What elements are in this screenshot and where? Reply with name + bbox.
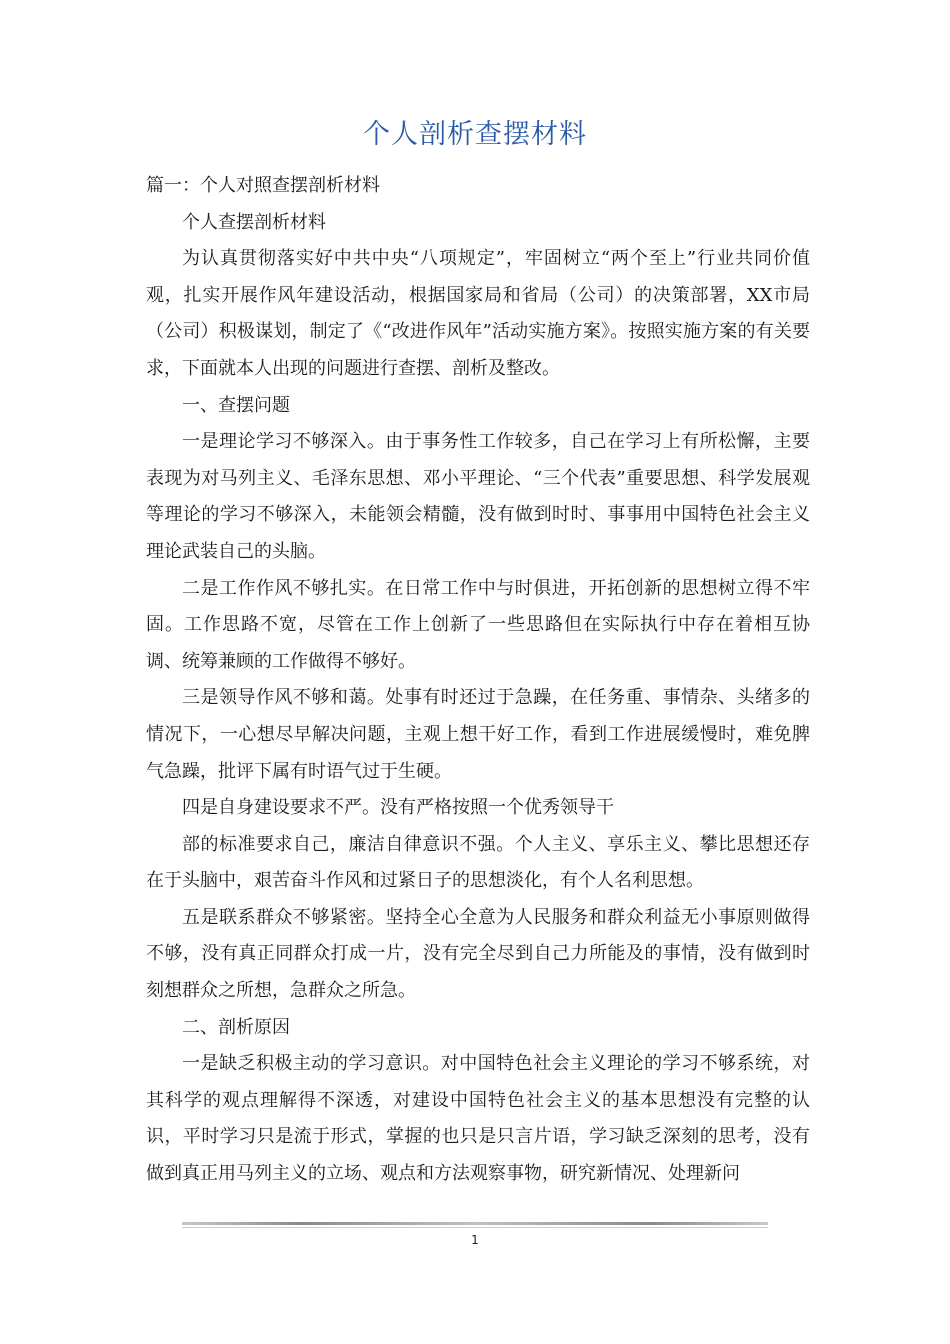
paragraph: 四是自身建设要求不严。没有严格按照一个优秀领导干 bbox=[182, 797, 614, 819]
paragraph: 一是理论学习不够深入。由于事务性工作较多，自己在学习上有所松懈，主要表现为对马列主义、毛泽东思想、邓小平理论、“三个代表”重要思想、科学发展观等理论的学习不够深入，未能领会精髓，没有做到时时、事事用中国特色社会主义理论武装自己的头脑。 bbox=[146, 431, 810, 562]
section-heading: 二、剖析原因 bbox=[182, 1016, 290, 1038]
paragraph: 二是工作作风不够扎实。在日常工作中与时俱进，开拓创新的思想树立得不牢固。工作思路不宽，尽管在工作上创新了一些思路但在实际执行中存在着相互协调、统筹兼顾的工作做得不够好。 bbox=[146, 577, 810, 672]
paragraph: 一是缺乏积极主动的学习意识。对中国特色社会主义理论的学习不够系统，对其科学的观点理解得不深透，对建设中国特色社会主义的基本思想没有完整的认识，平时学习只是流于形式，掌握的也只是只言片语，学习缺乏深刻的思考，没有做到真正用马列主义的立场、观点和方法观察事物，研究新情况、处理新问 bbox=[146, 1053, 810, 1185]
paragraph: 三是领导作风不够和蔼。处事有时还过于急躁，在任务重、事情杂、头绪多的情况下，一心想尽早解决问题，主观上想干好工作，看到工作进展缓慢时，难免脾气急躁，批评下属有时语气过于生硬。 bbox=[146, 687, 810, 782]
footer-divider bbox=[182, 1222, 768, 1225]
page-title: 个人剖析查摆材料 bbox=[363, 119, 587, 150]
document-body bbox=[146, 168, 810, 1193]
footer-divider-thin bbox=[182, 1227, 768, 1228]
section-heading: 篇一：个人对照查摆剖析材料 bbox=[146, 175, 380, 196]
page-number: 1 bbox=[471, 1233, 479, 1247]
paragraph: 部的标准要求自己，廉洁自律意识不强。个人主义、享乐主义、攀比思想还存在于头脑中，艰苦奋斗作风和过紧日子的思想淡化，有个人名利思想。 bbox=[146, 833, 810, 892]
section-heading: 一、查摆问题 bbox=[182, 394, 290, 416]
paragraph: 为认真贯彻落实好中共中央“八项规定”，牢固树立“两个至上”行业共同价值观，扎实开展作风年建设活动，根据国家局和省局（公司）的决策部署，XX市局（公司）积极谋划，制定了《“改进作风年”活动实施方案》。按照实施方案的有关要求，下面就本人出现的问题进行查摆、剖析及整改。 bbox=[146, 248, 810, 379]
subheading: 个人查摆剖析材料 bbox=[182, 211, 326, 233]
paragraph: 五是联系群众不够紧密。坚持全心全意为人民服务和群众利益无小事原则做得不够，没有真正同群众打成一片，没有完全尽到自己力所能及的事情，没有做到时刻想群众之所想，急群众之所急。 bbox=[146, 906, 810, 1002]
